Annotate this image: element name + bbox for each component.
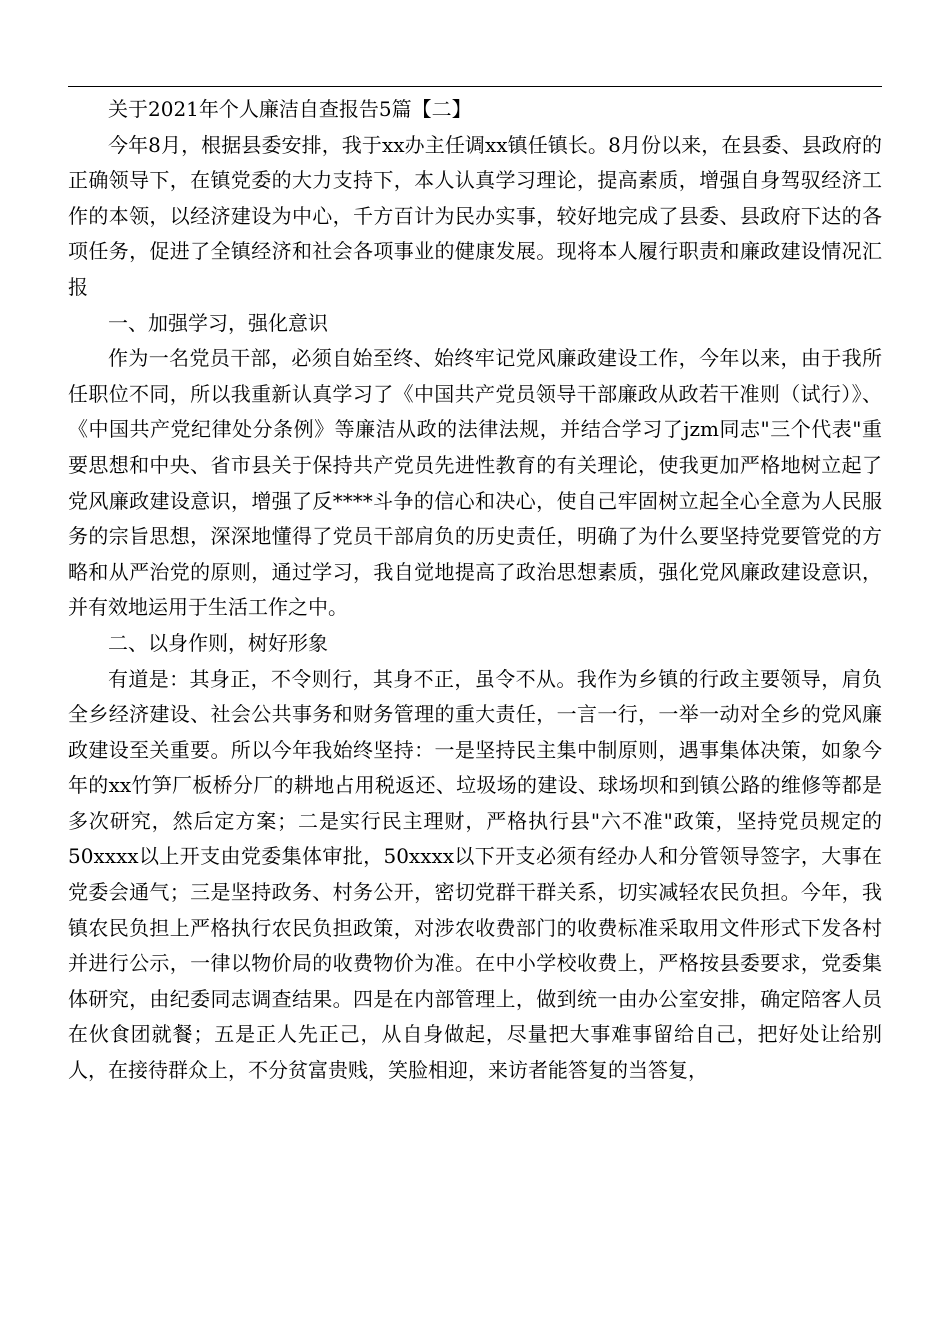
header-rule	[68, 86, 882, 87]
document-title: 关于2021年个人廉洁自查报告5篇【二】	[108, 97, 472, 121]
paragraph-section-1: 作为一名党员干部，必须自始至终、始终牢记党风廉政建设工作，今年以来，由于我所任职位不同，所以我重新认真学习了《中国共产党员领导干部廉政从政若干准则（试行）》、《中国共产党纪律处分条例》等廉洁从政的法律法规，并结合学习了jzm同志"三个代表"重要思想和中央、省市县关于保持共产党员先进性教育的有关理论，使我更加严格地树立起了党风廉政建设意识，增强了反****斗争的信心和决心，使自己牢固树立起全心全意为人民服务的宗旨思想，深深地懂得了党员干部肩负的历史责任，明确了为什么要坚持党要管党的方略和从严治党的原则，通过学习，我自觉地提高了政治思想素质，强化党风廉政建设意识，并有效地运用于生活工作之中。	[68, 346, 882, 620]
paragraph-intro: 今年8月，根据县委安排，我于xx办主任调xx镇任镇长。8月份以来，在县委、县政府的正确领导下，在镇党委的大力支持下，本人认真学习理论，提高素质，增强自身驾驭经济工作的本领，以经济建设为中心，千方百计为民办实事，较好地完成了县委、县政府下达的各项任务，促进了全镇经济和社会各项事业的健康发展。现将本人履行职责和廉政建设情况汇报	[68, 132, 882, 299]
document-body	[68, 92, 882, 1089]
paragraph-section-2: 有道是：其身正，不令则行，其身不正，虽令不从。我作为乡镇的行政主要领导，肩负全乡经济建设、社会公共事务和财务管理的重大责任，一言一行，一举一动对全乡的党风廉政建设至关重要。所以今年我始终坚持：一是坚持民主集中制原则，遇事集体决策，如象今年的xx竹笋厂板桥分厂的耕地占用税返还、垃圾场的建设、球场坝和到镇公路的维修等都是多次研究，然后定方案；二是实行民主理财，严格执行县"六不准"政策，坚持党员规定的50xxxx以上开支由党委集体审批，50xxxx以下开支必须有经办人和分管领导签字，大事在党委会通气；三是坚持政务、村务公开，密切党群干群关系，切实减轻农民负担。今年，我镇农民负担上严格执行农民负担政策，对涉农收费部门的收费标准采取用文件形式下发各村并进行公示，一律以物价局的收费物价为准。在中小学校收费上，严格按县委要求，党委集体研究，由纪委同志调查结果。四是在内部管理上，做到统一由办公室安排，确定陪客人员在伙食团就餐；五是正人先正己，从自身做起，尽量把大事难事留给自己，把好处让给别人，在接待群众上，不分贫富贵贱，笑脸相迎，来访者能答复的当答复，	[68, 666, 882, 1083]
section-heading-2: 二、以身作则，树好形象	[108, 630, 328, 655]
section-heading-1: 一、加强学习，强化意识	[108, 310, 328, 335]
